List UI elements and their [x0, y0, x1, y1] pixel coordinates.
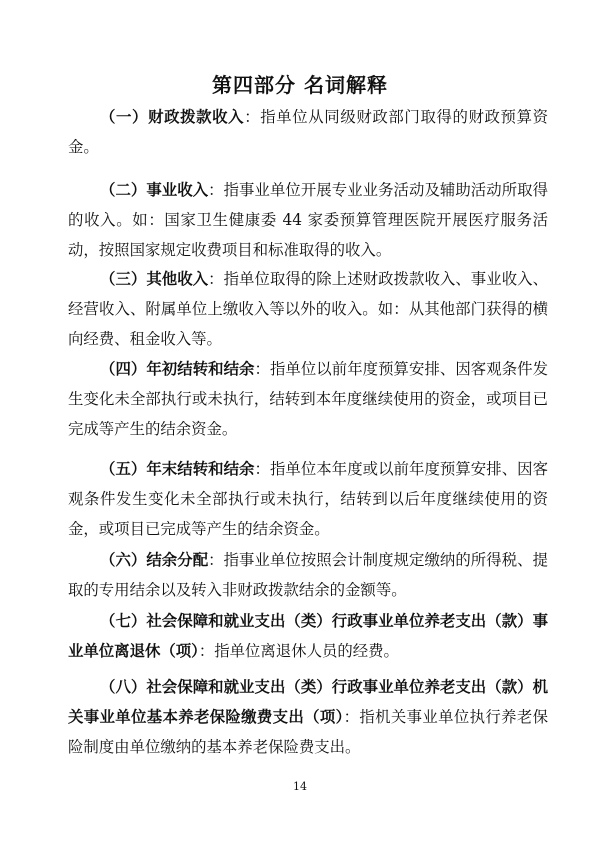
definition-paragraph-4 — [68, 354, 548, 444]
definition-paragraph-2 — [68, 175, 548, 265]
term-label: （八）社会保障和就业支出（类）行政事业单位养老支出（款）机关事业单位基本养老保险缴费支出（项） — [68, 678, 548, 726]
term-label: （一）财政拨款收入 — [100, 108, 245, 126]
page-title: 第四部分 名词解释 — [212, 73, 388, 97]
definition-paragraph-5 — [68, 454, 548, 544]
term-definition: ：指事业单位开展专业业务活动及辅助活动所取得的收入。如：国家卫生健康委 44 家委预算管理医院开展医疗服务活动，按照国家规定收费项目和标准取得的收入。 — [68, 181, 548, 259]
term-definition: ：指单位离退休人员的经费。 — [198, 642, 399, 660]
definition-paragraph-7 — [68, 606, 548, 666]
page-number: 14 — [293, 780, 307, 793]
term-definition: ：指单位取得的除上述财政拨款收入、事业收入、经营收入、附属单位上缴收入等以外的收入。如：从其他部门获得的横向经费、租金收入等。 — [68, 270, 548, 348]
definition-paragraph-1 — [68, 102, 548, 162]
term-definition: ：指机关事业单位执行养老保险制度由单位缴纳的基本养老保险费支出。 — [68, 708, 548, 756]
term-definition: ：指单位从同级财政部门取得的财政预算资金。 — [68, 108, 548, 156]
term-label: （五）年末结转和结余 — [100, 460, 255, 478]
definition-paragraph-6 — [68, 545, 548, 605]
term-definition: ：指事业单位按照会计制度规定缴纳的所得税、提取的专用结余以及转入非财政拨款结余的金额等。 — [68, 551, 548, 599]
term-definition: ：指单位本年度或以前年度预算安排、因客观条件发生变化未全部执行或未执行，结转到以后年度继续使用的资金，或项目已完成等产生的结余资金。 — [68, 460, 548, 538]
definition-paragraph-3 — [68, 264, 548, 354]
term-label: （六）结余分配 — [100, 551, 209, 569]
term-label: （四）年初结转和结余 — [100, 360, 255, 378]
term-label: （三）其他收入 — [100, 270, 209, 288]
term-definition: ：指单位以前年度预算安排、因客观条件发生变化未全部执行或未执行，结转到本年度继续使用的资金，或项目已完成等产生的结余资金。 — [68, 360, 548, 438]
term-label: （七）社会保障和就业支出（类）行政事业单位养老支出（款）事业单位离退休（项） — [68, 612, 548, 660]
definition-paragraph-8 — [68, 672, 548, 762]
term-label: （二）事业收入 — [100, 181, 209, 199]
